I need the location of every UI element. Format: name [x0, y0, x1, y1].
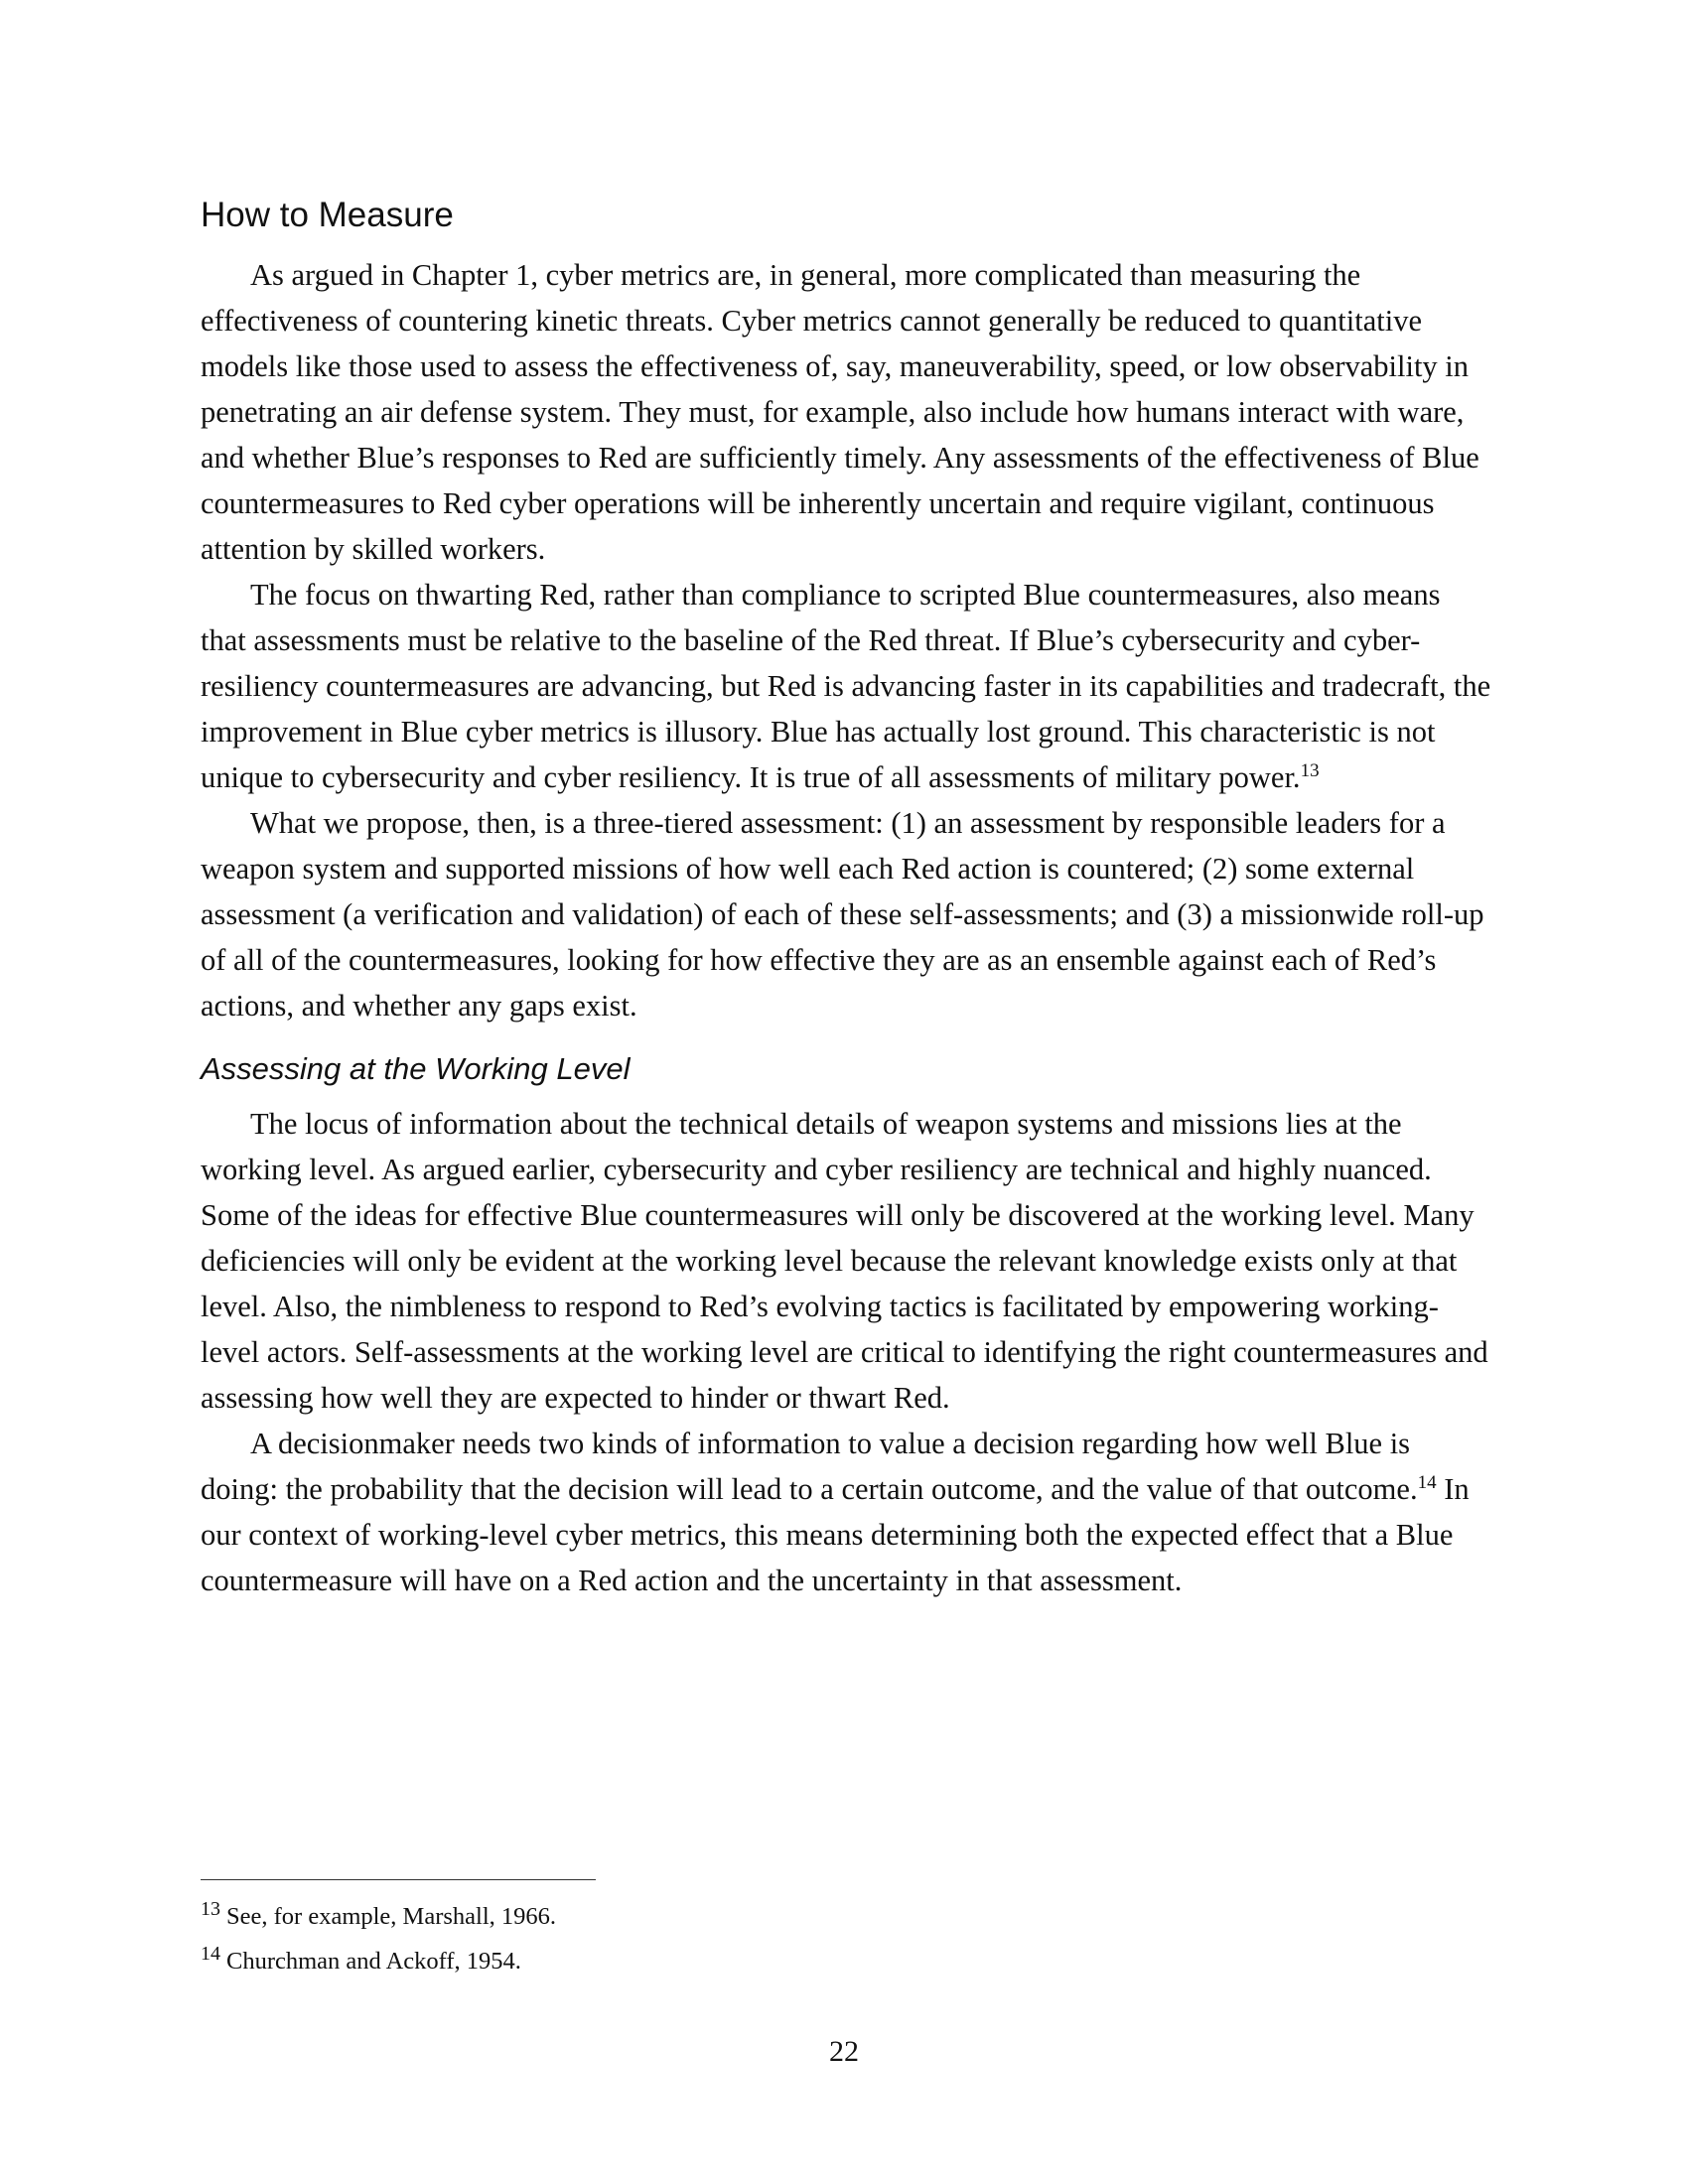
paragraph: [201, 252, 1491, 572]
footnote-reference[interactable]: 14: [1417, 1472, 1437, 1494]
paragraph-text: As argued in Chapter 1, cyber metrics are, in general, more complicated than measuring the effectiveness of countering kinetic threats. Cyber metrics cannot generally be reduced to quantitative models like those used to assess the effectiveness of, say, maneuverability, speed, or low observability in penetrating an air defense system. They must, for example, also include how humans interact with ware, and whether Blue’s responses to Red are sufficiently timely. Any assessments of the effectiveness of Blue countermeasures to Red cyber operations will be inherently uncertain and require vigilant, continuous attention by skilled workers.: [201, 258, 1479, 566]
paragraph: [201, 1101, 1491, 1421]
main-content: [201, 195, 1491, 1603]
footnote-divider: [201, 1879, 596, 1880]
paragraph-text: The locus of information about the technical details of weapon systems and missions lies at the working level. As argued earlier, cybersecurity and cyber resiliency are technical and highly nuanced. Some of the ideas for effective Blue countermeasures will only be discovered at the working level. Many deficiencies will only be evident at the working level because the relevant knowledge exists only at that level. Also, the nimbleness to respond to Red’s evolving tactics is facilitated by empowering working-level actors. Self-assessments at the working level are critical to identifying the right countermeasures and assessing how well they are expected to hinder or thwart Red.: [201, 1107, 1488, 1416]
subsection-heading: Assessing at the Working Level: [201, 1051, 631, 1086]
paragraph-text: A decisionmaker needs two kinds of information to value a decision regarding how well Blue is doing: the probability that the decision will lead to a certain outcome, and the value of that outcome.: [201, 1427, 1418, 1507]
paragraph-text: What we propose, then, is a three-tiered assessment: (1) an assessment by responsible leaders for a weapon system and supported missions of how well each Red action is countered; (2) some external assessment (a verification and validation) of each of these self-assessments; and (3) a missionwide roll-up of all of the countermeasures, looking for how effective they are as an ensemble against each of Red’s actions, and whether any gaps exist.: [201, 806, 1484, 1023]
paragraph: [201, 572, 1491, 800]
paragraph-text: The focus on thwarting Red, rather than compliance to scripted Blue countermeasures, also means that assessments must be relative to the baseline of the Red threat. If Blue’s cybersecurity and cyber-resiliency countermeasures are advancing, but Red is advancing faster in its capabilities and tradecraft, the improvement in Blue cyber metrics is illusory. Blue has actually lost ground. This characteristic is not unique to cybersecurity and cyber resiliency. It is true of all assessments of military power.: [201, 578, 1491, 794]
footnotes: [201, 1894, 1491, 1983]
footnote-text: Churchman and Ackoff, 1954.: [226, 1948, 521, 1975]
footnote-text: See, for example, Marshall, 1966.: [226, 1903, 557, 1930]
paragraph: [201, 1421, 1491, 1603]
section-heading: How to Measure: [201, 196, 454, 234]
page-number: 22: [829, 2035, 859, 2068]
footnote-number: 14: [201, 1943, 220, 1965]
footnote: [201, 1894, 1491, 1939]
paragraph-text: In our context of working-level cyber metrics, this means determining both the expected effect that a Blue countermeasure will have on a Red action and the uncertainty in that assessment.: [201, 1472, 1470, 1598]
paragraph: [201, 800, 1491, 1028]
footnote: [201, 1939, 1491, 1983]
footnote-reference[interactable]: 13: [1300, 760, 1320, 781]
footnote-number: 13: [201, 1898, 220, 1920]
